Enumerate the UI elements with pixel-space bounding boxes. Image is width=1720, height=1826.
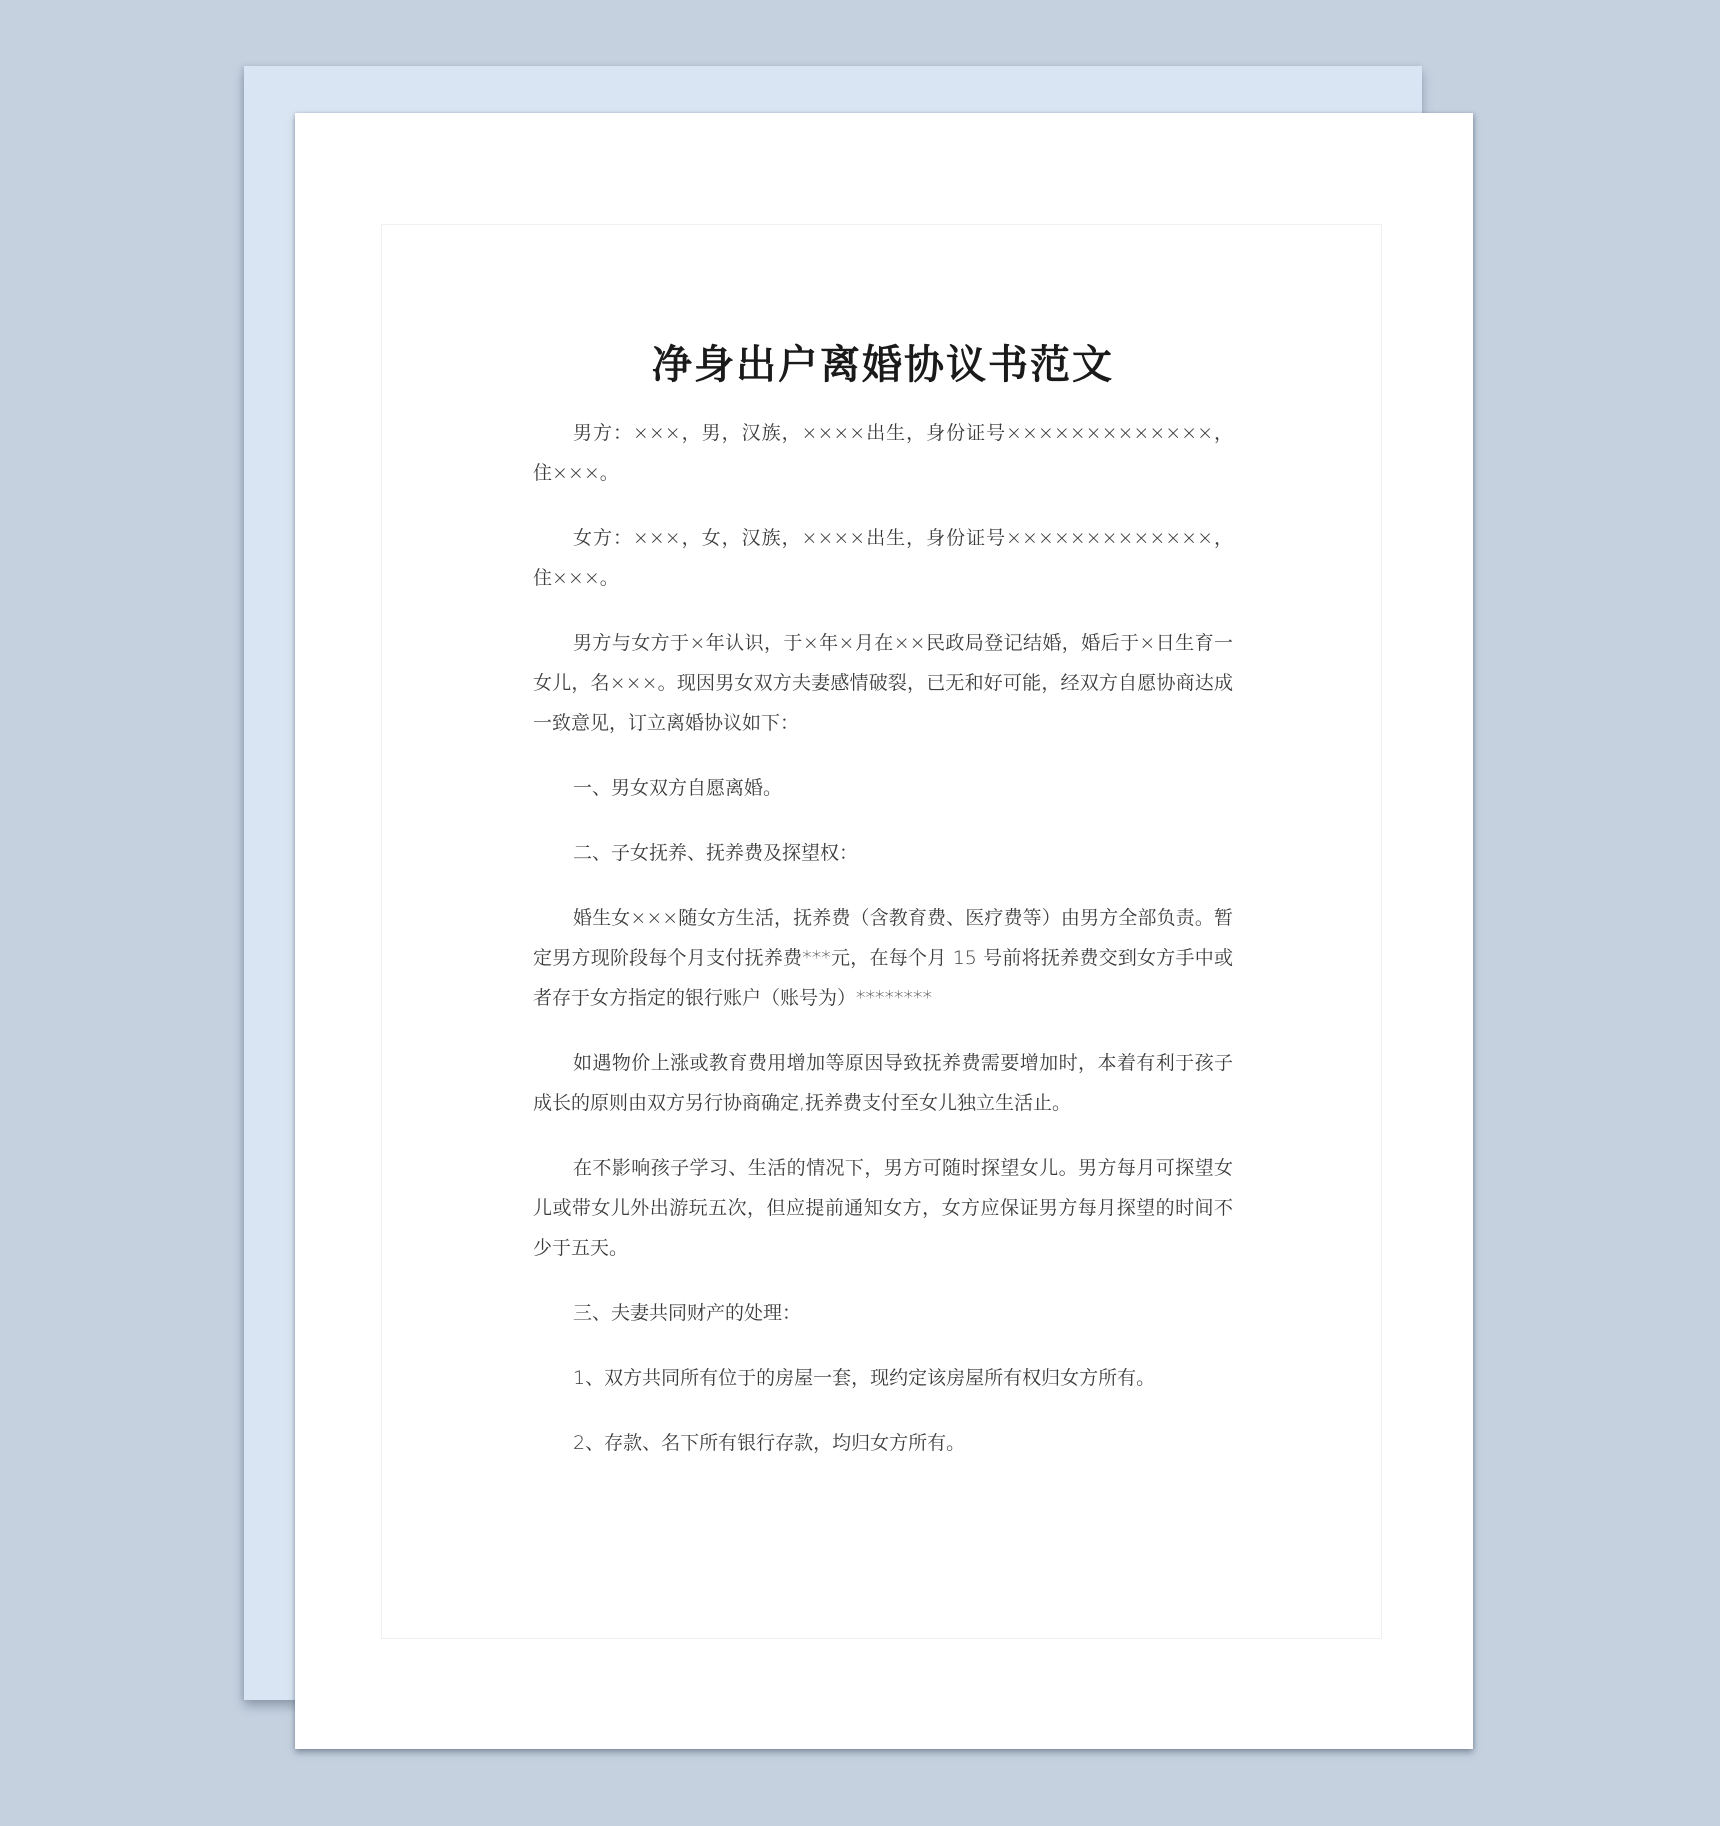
paragraph-female-party: 女方：×××，女，汉族，××××出生，身份证号×××××××××××××，住×××。 xyxy=(533,527,1233,589)
front-page-sheet xyxy=(295,113,1473,1749)
paragraph-male-party: 男方：×××，男，汉族，××××出生，身份证号×××××××××××××，住×××。 xyxy=(533,422,1233,484)
paragraph-support-adjustment: 如遇物价上涨或教育费用增加等原因导致抚养费需要增加时，本着有利于孩子成长的原则由双方另行协商确定,抚养费支付至女儿独立生活止。 xyxy=(533,1052,1233,1114)
paragraph-child-support: 婚生女×××随女方生活，抚养费（含教育费、医疗费等）由男方全部负责。暂定男方现阶段每个月支付抚养费***元，在每个月 15 号前将抚养费交到女方手中或者存于女方指定的银行账户（账号为）******** xyxy=(533,907,1233,1009)
property-item-house: 1、双方共同所有位于的房屋一套，现约定该房屋所有权归女方所有。 xyxy=(573,1367,1156,1389)
document-title: 净身出户离婚协议书范文 xyxy=(652,341,1114,388)
clause-1-voluntary-divorce: 一、男女双方自愿离婚。 xyxy=(573,777,783,799)
paragraph-visitation: 在不影响孩子学习、生活的情况下，男方可随时探望女儿。男方每月可探望女儿或带女儿外出游玩五次，但应提前通知女方，女方应保证男方每月探望的时间不少于五天。 xyxy=(533,1157,1233,1259)
clause-3-heading-property: 三、夫妻共同财产的处理： xyxy=(573,1302,802,1324)
property-item-savings: 2、存款、名下所有银行存款，均归女方所有。 xyxy=(573,1432,966,1454)
document-content xyxy=(533,335,1233,1488)
paragraph-background: 男方与女方于×年认识，于×年×月在××民政局登记结婚，婚后于×日生育一女儿，名×××。现因男女双方夫妻感情破裂，已无和好可能，经双方自愿协商达成一致意见，订立离婚协议如下： xyxy=(533,632,1233,734)
clause-2-heading-child-custody: 二、子女抚养、抚养费及探望权： xyxy=(573,842,859,864)
